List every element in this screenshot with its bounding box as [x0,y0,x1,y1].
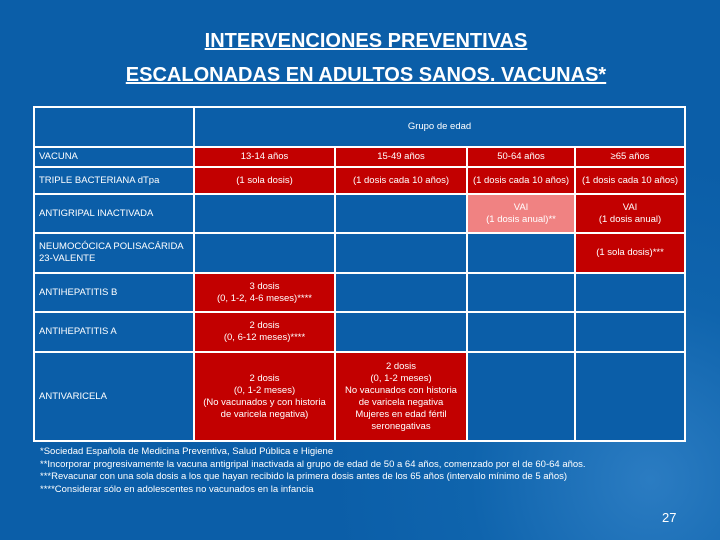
table-header-row [34,147,685,167]
header-15-49: 15-49 años [335,147,467,167]
table-group-header-row [34,107,685,147]
table-row [34,167,685,194]
vaccine-name: TRIPLE BACTERIANA dTpa [34,167,194,194]
cell [575,273,685,312]
vaccine-name: ANTIGRIPAL INACTIVADA [34,194,194,233]
vaccine-name: NEUMOCÓCICA POLISACÁRIDA 23-VALENTE [34,233,194,273]
footnote: *Sociedad Española de Medicina Preventiva, Salud Pública e Higiene [40,446,334,457]
cell: (1 sola dosis)*** [575,233,685,273]
slide-title-line2: ESCALONADAS EN ADULTOS SANOS. VACUNAS* [125,64,607,86]
cell: 2 dosis (0, 1-2 meses) No vacunados con historia de varicela negativa Mujeres en edad fértil seronegativas [335,352,467,441]
cell: 3 dosis (0, 1-2, 4-6 meses)**** [194,273,335,312]
table-row [34,352,685,441]
slide-title-line1: INTERVENCIONES PREVENTIVAS [204,30,528,52]
page-number: 27 [662,510,677,525]
cell [194,194,335,233]
cell: (1 dosis cada 10 años) [467,167,575,194]
cell [575,312,685,352]
table-row [34,312,685,352]
footnotes [40,446,586,496]
cell [467,312,575,352]
table-row [34,273,685,312]
cell: 2 dosis (0, 1-2 meses) (No vacunados y con historia de varicela negativa) [194,352,335,441]
header-65plus: ≥65 años [575,147,685,167]
cell [575,352,685,441]
cell: VAI (1 dosis anual)** [467,194,575,233]
cell [467,352,575,441]
group-header: Grupo de edad [194,107,685,147]
cell [335,312,467,352]
empty-cell [34,107,194,147]
vaccine-name: ANTIHEPATITIS A [34,312,194,352]
table-row [34,233,685,273]
cell: VAI (1 dosis anual) [575,194,685,233]
cell [467,233,575,273]
vaccine-name: ANTIHEPATITIS B [34,273,194,312]
cell [335,194,467,233]
cell [194,233,335,273]
cell: (1 sola dosis) [194,167,335,194]
cell [467,273,575,312]
cell [335,233,467,273]
footnote: ***Revacunar con una sola dosis a los que hayan recibido la primera dosis antes de los 65 años (intervalo mínimo de 5 años) [40,471,568,482]
cell [335,273,467,312]
header-50-64: 50-64 años [467,147,575,167]
footnote: **Incorporar progresivamente la vacuna antigripal inactivada al grupo de edad de 50 a 64 años, comenzado por el de 60-64 años. [40,458,586,470]
header-vaccine: VACUNA [34,147,194,167]
table-row [34,194,685,233]
vaccine-name: ANTIVARICELA [34,352,194,441]
vaccine-table [33,106,686,442]
cell: 2 dosis (0, 6-12 meses)**** [194,312,335,352]
footnote: ****Considerar sólo en adolescentes no vacunados en la infancia [40,483,314,495]
cell: (1 dosis cada 10 años) [335,167,467,194]
cell: (1 dosis cada 10 años) [575,167,685,194]
header-13-14: 13-14 años [194,147,335,167]
